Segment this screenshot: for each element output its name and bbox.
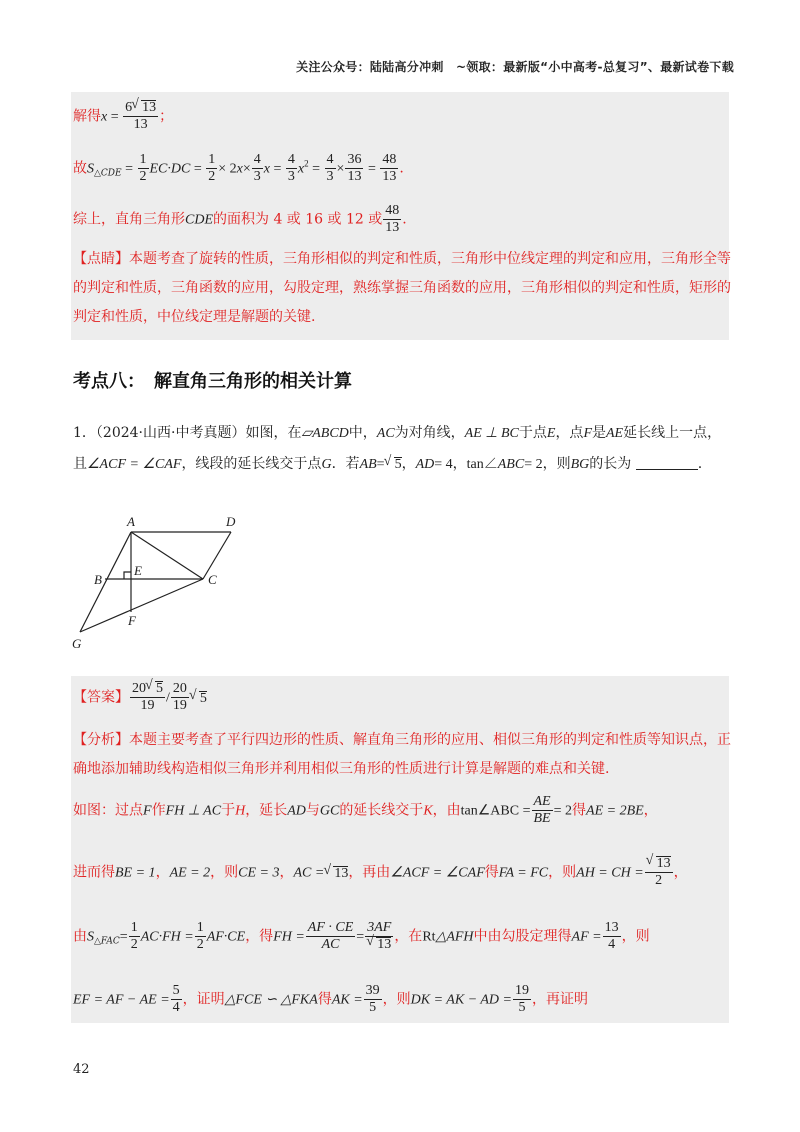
page-number: 42 (73, 1062, 90, 1077)
solution-step-1: 如图：过点F作FH ⊥ AC于H，延长AD与GC的延长线交于K，由tan∠ABC = $\frac{AE}{BE}$ = 2得AE = 2BE， (73, 794, 658, 826)
solution-step-4: EF = AF − AE = $\frac{5}{4}$ ，证明△FCE ∽ △FKA得AK = $\frac{39}{5}$ ，则DK = AK − AD = $\frac{19}{5}$ ，再证明 (73, 983, 588, 1015)
segment-AG (80, 532, 131, 632)
section-title: 考点八： 解直角三角形的相关计算 (73, 371, 352, 392)
answer-line: 【答案】 $\frac{20√ 5}{19}$ / $\frac{20}{19}$ √ 5 (73, 681, 207, 714)
comment-dianjing: 【点睛】本题考查了旋转的性质，三角形相似的判定和性质，三角形中位线定理的判定和应用，三角形全等的判定和性质，三角函数的应用，勾股定理，熟练掌握三角函数的应用，三角形相似的判定和性质，矩形的判定和性质，中位线定理是解题的关键. (73, 251, 731, 325)
solution-step-3: 由$S_{\triangle FAC}=$ $\frac{1}{2}$ AC·FH = $\frac{1}{2}$ AF·CE，得FH = $\frac{AF \cdot CE}{AC}$ = 3AF √ 13 ，在Rt△AFH中由勾股定理得AF = $\frac{13}{4}$ ，则 (73, 920, 650, 953)
label-A: A (127, 514, 135, 529)
solution-line-1: 解得x = $\frac{6√ 13}{13}$ ； (73, 100, 173, 133)
label-F: F (128, 613, 136, 628)
question-1: 1．（2024·山西·中考真题）如图，在▱ABCD中，AC为对角线，AE ⊥ BC于点E，点F是AE延长线上一点，且∠ACF = ∠CAF，线段的延长线交于点G．若AB=√ 5，AD= 4，tan∠ABC= 2，则BG的长为 . (73, 418, 733, 480)
label-E: E (134, 563, 142, 578)
right-angle-mark (124, 572, 131, 579)
answer-tag: 【答案】 (73, 689, 129, 706)
line1-fraction: $\frac{6√ 13}{13}$ (123, 100, 158, 133)
page-header: 关注公众号：陆陆高分冲刺 ~领取：最新版“小中高考-总复习”、最新试卷下载 (296, 60, 734, 74)
label-G: G (72, 636, 82, 651)
solution-line-3: 综上，直角三角形CDE的面积为 4 或 16 或 12 或 $\frac{48}{13}$ . (73, 203, 407, 235)
line1-var: x (101, 109, 108, 125)
label-C: C (208, 572, 217, 587)
geometry-figure (68, 512, 248, 652)
answer-blank (636, 455, 698, 470)
solution-line-2: 故$S_{\triangle CDE}$ = $\frac{1}{2}$ EC·DC = $\frac{1}{2}$ × 2x× $\frac{4}{3}$ x = $\frac{4}{3}$ $x^2$ = $\frac{4}{3}$ × $\frac{36}{13}$ = $\frac{48}{13}$ . (73, 152, 404, 184)
label-B: B (94, 572, 102, 587)
solution-step-2: 进而得BE = 1，AE = 2，则CE = 3，AC =√ 13，再由∠ACF = ∠CAF得FA = FC，则AH = CH = √ $\frac{13}{2}$ ， (73, 856, 688, 889)
analysis: 【分析】本题主要考查了平行四边形的性质、解直角三角形的应用、相似三角形的判定和性质等知识点，正确地添加辅助线构造相似三角形并利用相似三角形的性质进行计算是解题的难点和关键. (73, 732, 731, 777)
line1-prefix: 解得 (73, 108, 101, 125)
label-D: D (226, 514, 236, 529)
